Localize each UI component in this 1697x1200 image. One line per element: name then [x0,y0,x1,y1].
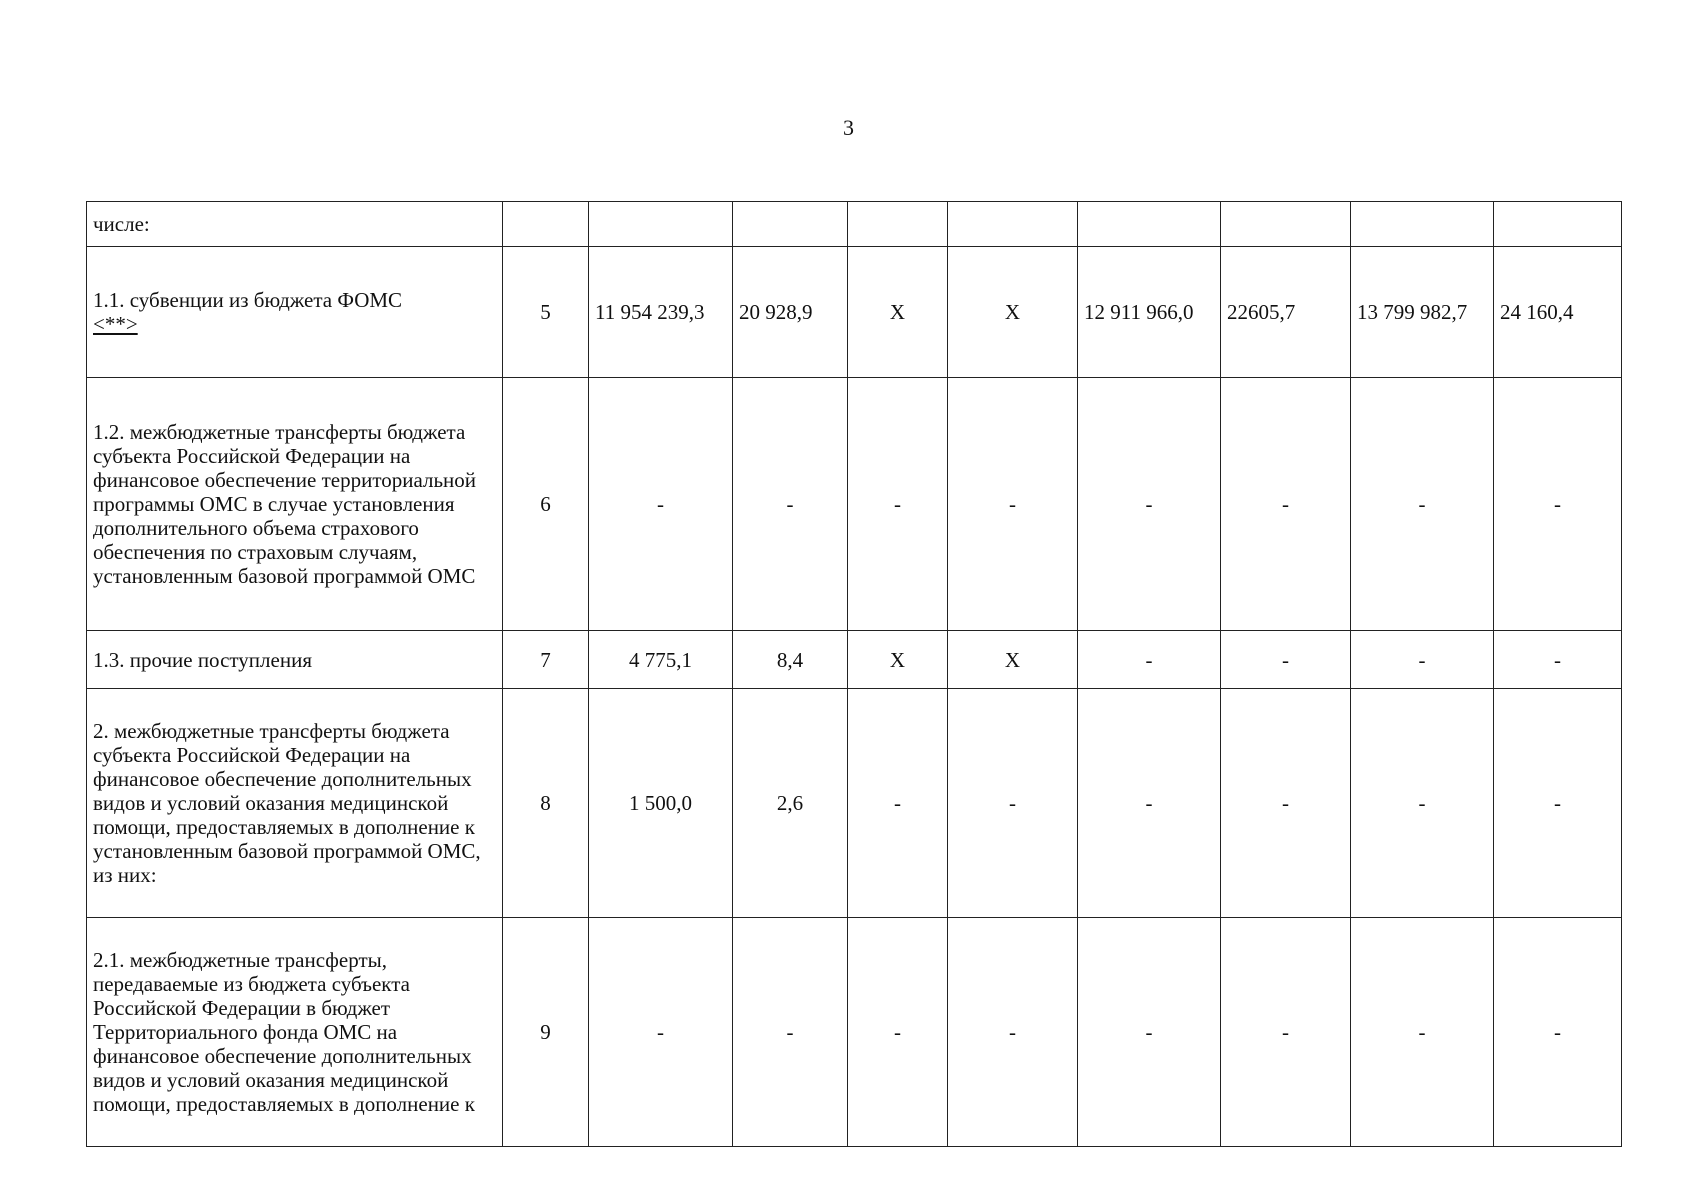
table-cell [1221,202,1351,247]
table-row [87,918,1622,1147]
table-cell: - [1221,689,1351,918]
table-cell: 24 160,4 [1494,247,1622,378]
row-label: 2. межбюджетные трансферты бюджета субъекта Российской Федерации на финансовое обеспечение дополнительных видов и условий оказания медицинской помощи, предоставляемых в дополнение к установленным базовой программой ОМС, из них: [87,689,503,918]
table-row [87,631,1622,689]
footnote-link[interactable]: <**> [93,312,138,336]
row-code: 9 [503,918,589,1147]
table-cell: - [1351,689,1494,918]
table-cell: 8,4 [733,631,848,689]
row-code: 7 [503,631,589,689]
row-code: 6 [503,378,589,631]
table-cell: - [733,918,848,1147]
table-cell: X [848,247,948,378]
table-cell: - [589,378,733,631]
table-cell: 2,6 [733,689,848,918]
row-label: 1.2. межбюджетные трансферты бюджета субъекта Российской Федерации на финансовое обеспечение территориальной программы ОМС в случае установления дополнительного объема страхового обеспечения по страховым случаям, установленным базовой программой ОМС [87,378,503,631]
table-cell: - [1494,918,1622,1147]
row-code: 5 [503,247,589,378]
table-cell: - [1494,689,1622,918]
table-cell: - [1078,631,1221,689]
table-cell: - [733,378,848,631]
table-cell: X [948,247,1078,378]
table-cell: 12 911 966,0 [1078,247,1221,378]
table-row [87,689,1622,918]
table-cell: - [589,918,733,1147]
page-number: 3 [843,115,854,140]
table-cell: - [1351,378,1494,631]
table-cell: - [848,689,948,918]
table-row [87,378,1622,631]
table-cell: - [848,918,948,1147]
table-cell: - [948,689,1078,918]
table-cell [1494,202,1622,247]
table-cell: - [848,378,948,631]
table-cell: 13 799 982,7 [1351,247,1494,378]
table-row [87,247,1622,378]
row-label: числе: [87,202,503,247]
table-cell [733,202,848,247]
table-cell: - [1494,378,1622,631]
table-cell: - [1078,378,1221,631]
table-cell: - [1351,918,1494,1147]
table-cell [948,202,1078,247]
table-cell [1351,202,1494,247]
table-cell: - [1221,378,1351,631]
row-label: 2.1. межбюджетные трансферты, передаваемые из бюджета субъекта Российской Федерации в бюджет Территориального фонда ОМС на финансовое обеспечение дополнительных видов и условий оказания медицинской помощи, предоставляемых в дополнение к [87,918,503,1147]
row-label-cell [87,247,503,378]
table-cell: 20 928,9 [733,247,848,378]
row-label: 1.1. субвенции из бюджета ФОМС [93,288,403,312]
table-cell: 22605,7 [1221,247,1351,378]
table-cell: 1 500,0 [589,689,733,918]
table-cell: - [1351,631,1494,689]
table-cell: - [1221,918,1351,1147]
table-cell: - [948,378,1078,631]
table-cell: - [948,918,1078,1147]
table-cell [589,202,733,247]
table-cell: 4 775,1 [589,631,733,689]
table-cell: - [1078,918,1221,1147]
table-cell: - [1078,689,1221,918]
table-cell: X [848,631,948,689]
table-row [87,202,1622,247]
table-cell: - [1494,631,1622,689]
table-cell: - [1221,631,1351,689]
financing-table [86,201,1622,1147]
row-code: 8 [503,689,589,918]
table-cell [848,202,948,247]
row-code [503,202,589,247]
row-label: 1.3. прочие поступления [87,631,503,689]
table-cell [1078,202,1221,247]
table-cell: X [948,631,1078,689]
table-cell: 11 954 239,3 [589,247,733,378]
